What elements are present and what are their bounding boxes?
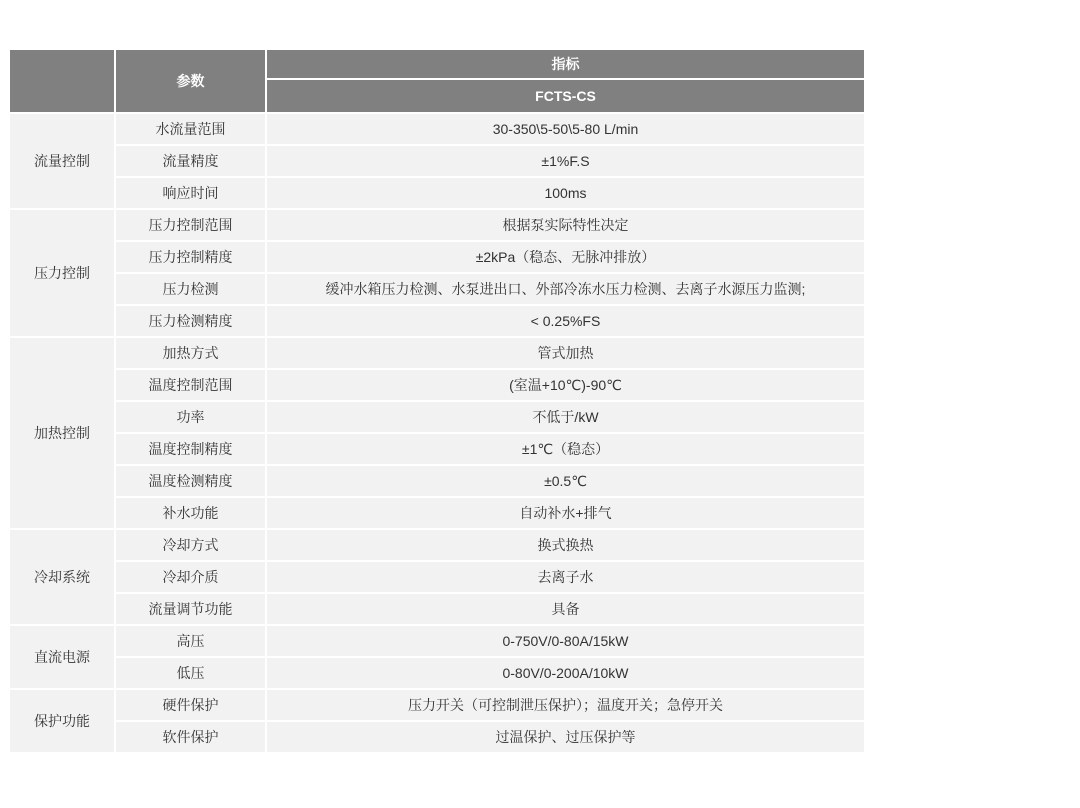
- param-cell: 温度控制范围: [115, 369, 266, 401]
- value-cell: 缓冲水箱压力检测、水泵进出口、外部冷冻水压力检测、去离子水源压力监测;: [266, 273, 865, 305]
- value-cell: 30-350\5-50\5-80 L/min: [266, 113, 865, 145]
- category-flow-control: 流量控制: [9, 113, 115, 209]
- param-cell: 软件保护: [115, 721, 266, 753]
- category-cooling-system: 冷却系统: [9, 529, 115, 625]
- value-cell: 100ms: [266, 177, 865, 209]
- param-cell: 冷却方式: [115, 529, 266, 561]
- param-cell: 低压: [115, 657, 266, 689]
- param-cell: 流量调节功能: [115, 593, 266, 625]
- param-cell: 压力检测精度: [115, 305, 266, 337]
- param-cell: 压力检测: [115, 273, 266, 305]
- value-cell: 管式加热: [266, 337, 865, 369]
- param-cell: 水流量范围: [115, 113, 266, 145]
- param-cell: 冷却介质: [115, 561, 266, 593]
- category-protection: 保护功能: [9, 689, 115, 753]
- spec-table: [8, 48, 866, 754]
- spec-table-container: [8, 48, 866, 754]
- param-cell: 响应时间: [115, 177, 266, 209]
- category-heating-control: 加热控制: [9, 337, 115, 529]
- category-pressure-control: 压力控制: [9, 209, 115, 337]
- value-cell: 具备: [266, 593, 865, 625]
- value-cell: 压力开关（可控制泄压保护）；温度开关；急停开关: [266, 689, 865, 721]
- param-cell: 硬件保护: [115, 689, 266, 721]
- param-cell: 高压: [115, 625, 266, 657]
- param-cell: 功率: [115, 401, 266, 433]
- value-cell: 0-750V/0-80A/15kW: [266, 625, 865, 657]
- param-cell: 温度控制精度: [115, 433, 266, 465]
- value-cell: 根据泵实际特性决定: [266, 209, 865, 241]
- value-cell: 换式换热: [266, 529, 865, 561]
- value-cell: 过温保护、过压保护等: [266, 721, 865, 753]
- value-cell: 去离子水: [266, 561, 865, 593]
- value-cell: (室温+10℃)-90℃: [266, 369, 865, 401]
- value-cell: ±1%F.S: [266, 145, 865, 177]
- value-cell: 0-80V/0-200A/10kW: [266, 657, 865, 689]
- category-dc-power: 直流电源: [9, 625, 115, 689]
- param-cell: 流量精度: [115, 145, 266, 177]
- value-cell: ±2kPa（稳态、无脉冲排放）: [266, 241, 865, 273]
- param-cell: 加热方式: [115, 337, 266, 369]
- value-cell: < 0.25%FS: [266, 305, 865, 337]
- param-cell: 补水功能: [115, 497, 266, 529]
- header-indicator-cell: 指标: [266, 49, 865, 79]
- value-cell: 自动补水+排气: [266, 497, 865, 529]
- header-corner-cell: [9, 49, 115, 113]
- value-cell: ±1℃（稳态）: [266, 433, 865, 465]
- param-cell: 压力控制精度: [115, 241, 266, 273]
- value-cell: ±0.5℃: [266, 465, 865, 497]
- value-cell: 不低于/kW: [266, 401, 865, 433]
- param-cell: 温度检测精度: [115, 465, 266, 497]
- header-model-cell: FCTS-CS: [266, 79, 865, 113]
- param-cell: 压力控制范围: [115, 209, 266, 241]
- header-param-cell: 参数: [115, 49, 266, 113]
